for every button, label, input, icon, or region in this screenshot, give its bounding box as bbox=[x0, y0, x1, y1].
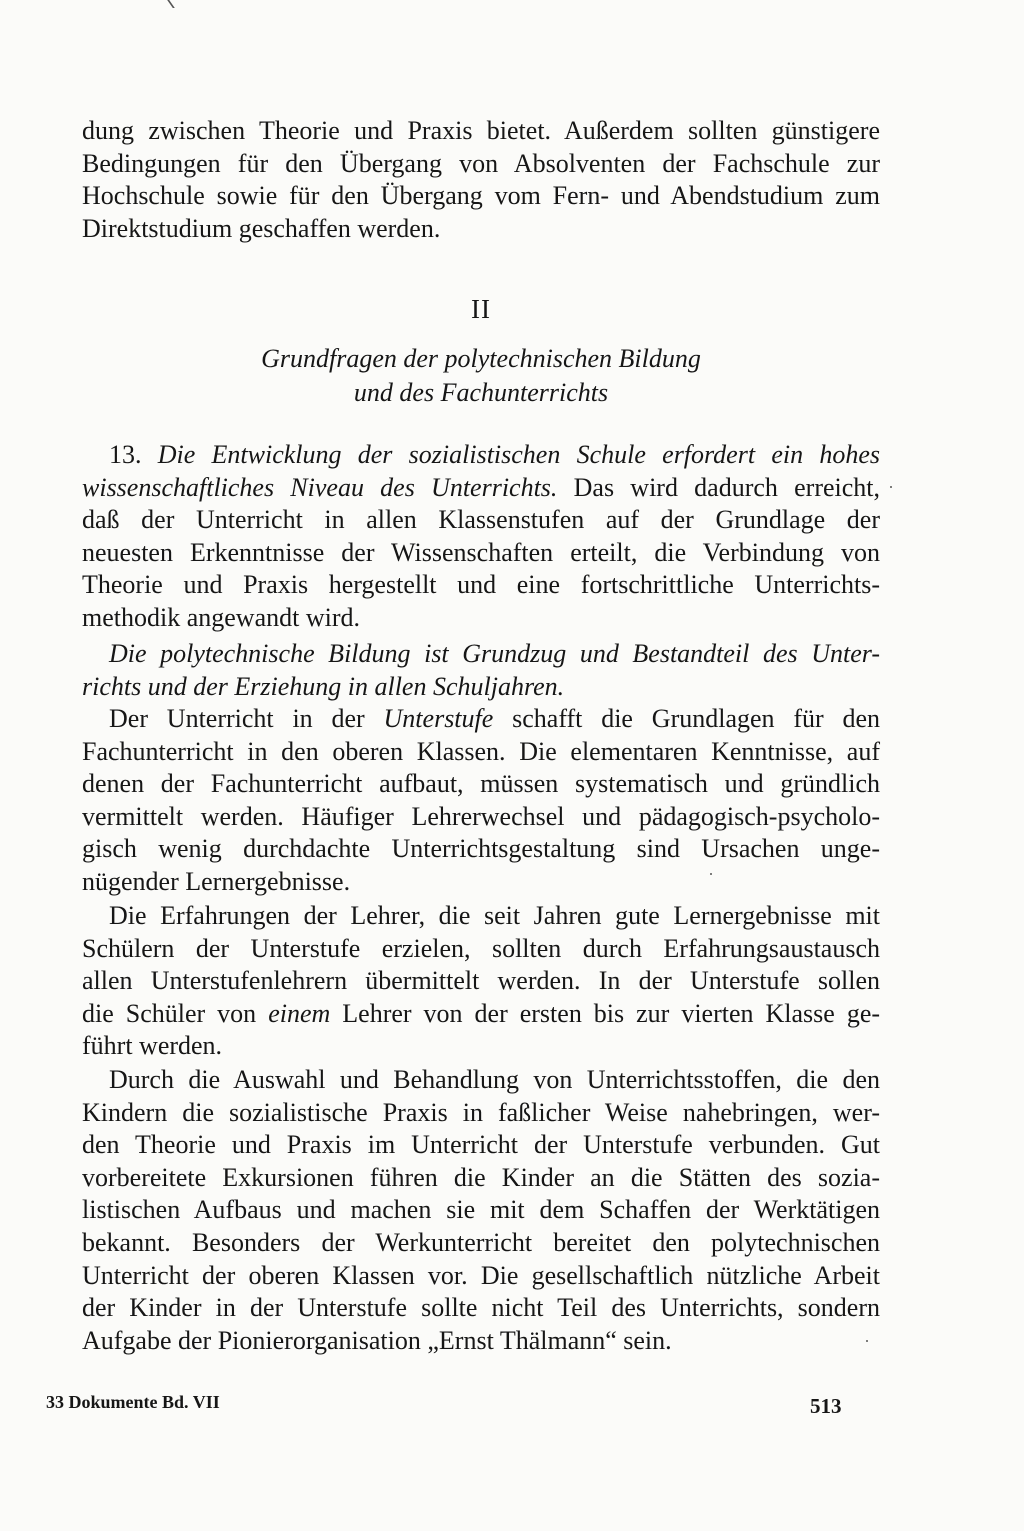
printer-signature: 33 Dokumente Bd. VII bbox=[46, 1392, 220, 1412]
text-line: nügender Lernergebnisse. bbox=[82, 866, 351, 896]
text-line: listischen Aufbaus und machen sie mit dem Schaffen der Werktätigen bbox=[82, 1195, 880, 1225]
section-title bbox=[82, 342, 880, 410]
text-line: Fachunterricht in den oberen Klassen. Die elementaren Kenntnisse, auf bbox=[82, 736, 880, 766]
text-line: Theorie und Praxis hergestellt und eine fortschrittliche Unterrichts- bbox=[82, 570, 880, 600]
page-number: 513 bbox=[810, 1394, 842, 1418]
text-line: dung zwischen Theorie und Praxis bietet. Außerdem sollten günstigere bbox=[82, 116, 880, 145]
text-line: 13. Die Entwicklung der sozialistischen Schule erfordert ein hohes bbox=[109, 440, 880, 469]
text-line: richts und der Erziehung in allen Schuljahren. bbox=[82, 671, 565, 701]
top-paragraph bbox=[82, 115, 880, 245]
text-line: Die polytechnische Bildung ist Grundzug und Bestandteil des Unter- bbox=[109, 639, 880, 668]
text-line: Die Erfahrungen der Lehrer, die seit Jahren gute Lernergebnisse mit bbox=[109, 901, 880, 930]
text-line: vorbereitete Exkursionen führen die Kinder an die Stätten des sozia- bbox=[82, 1162, 880, 1192]
text-line: gisch wenig durchdachte Unterrichtsgestaltung sind Ursachen unge- bbox=[82, 834, 880, 864]
text-line: den Theorie und Praxis im Unterricht der Unterstufe verbunden. Gut bbox=[82, 1130, 880, 1160]
text-line: die Schüler von einem Lehrer von der ersten bis zur vierten Klasse ge- bbox=[82, 998, 881, 1028]
speck bbox=[890, 486, 892, 488]
text-line: Direktstudium geschaffen werden. bbox=[82, 213, 441, 243]
text-line: führt werden. bbox=[82, 1031, 223, 1061]
text-line: der Kinder in der Unterstufe sollte nicht Teil des Unterrichts, sondern bbox=[82, 1293, 880, 1323]
speck bbox=[710, 873, 712, 875]
section-title-line: Grundfragen der polytechnischen Bildung bbox=[261, 344, 701, 373]
paragraph-erfahrungen bbox=[82, 900, 880, 1063]
text-line: Unterricht der oberen Klassen vor. Die gesellschaftlich nützliche Arbeit bbox=[82, 1260, 880, 1290]
text-line: denen der Fachunterricht aufbaut, müssen systematisch und gründlich bbox=[82, 769, 880, 799]
text-line: Bedingungen für den Übergang von Absolventen der Fachschule zur bbox=[82, 148, 880, 178]
text-line: Schülern der Unterstufe erzielen, sollten durch Erfahrungsaustausch bbox=[82, 933, 880, 963]
paragraph-13 bbox=[82, 439, 880, 635]
text-line: methodik angewandt wird. bbox=[82, 602, 360, 632]
text-line: bekannt. Besonders der Werkunterricht bereitet den polytechnischen bbox=[82, 1227, 880, 1257]
text-line: Hochschule sowie für den Übergang vom Fern- und Abendstudium zum bbox=[82, 181, 880, 211]
text-line: wissenschaftliches Niveau des Unterrichts. Das wird dadurch erreicht, bbox=[82, 472, 880, 502]
scan-mark bbox=[167, 0, 181, 8]
paragraph-number: 13. bbox=[109, 440, 142, 469]
text-line: Durch die Auswahl und Behandlung von Unterrichtsstoffen, die den bbox=[109, 1065, 880, 1094]
section-heading bbox=[82, 293, 880, 326]
text-line: neuesten Erkenntnisse der Wissenschaften erteilt, die Verbindung von bbox=[82, 537, 880, 567]
paragraph-unterstufe bbox=[82, 703, 880, 899]
text-line: Kindern die sozialistische Praxis in faßlicher Weise nahebringen, wer- bbox=[82, 1097, 880, 1127]
text-line: vermittelt werden. Häufiger Lehrerwechsel und pädagogisch-psycholo- bbox=[82, 801, 880, 831]
text-line: Der Unterricht in der Unterstufe schafft die Grundlagen für den bbox=[109, 704, 881, 733]
text-line: allen Unterstufenlehrern übermittelt werden. In der Unterstufe sollen bbox=[82, 966, 880, 996]
text-line: Aufgabe der Pionierorganisation „Ernst Thälmann“ sein. bbox=[82, 1325, 672, 1355]
section-title-line: und des Fachunterrichts bbox=[353, 378, 609, 407]
paragraph-polytechnic bbox=[82, 638, 880, 703]
speck bbox=[866, 1340, 868, 1342]
section-number: II bbox=[471, 294, 491, 324]
text-line: daß der Unterricht in allen Klassenstufen auf der Grundlage der bbox=[82, 505, 880, 535]
paragraph-auswahl bbox=[82, 1064, 880, 1357]
